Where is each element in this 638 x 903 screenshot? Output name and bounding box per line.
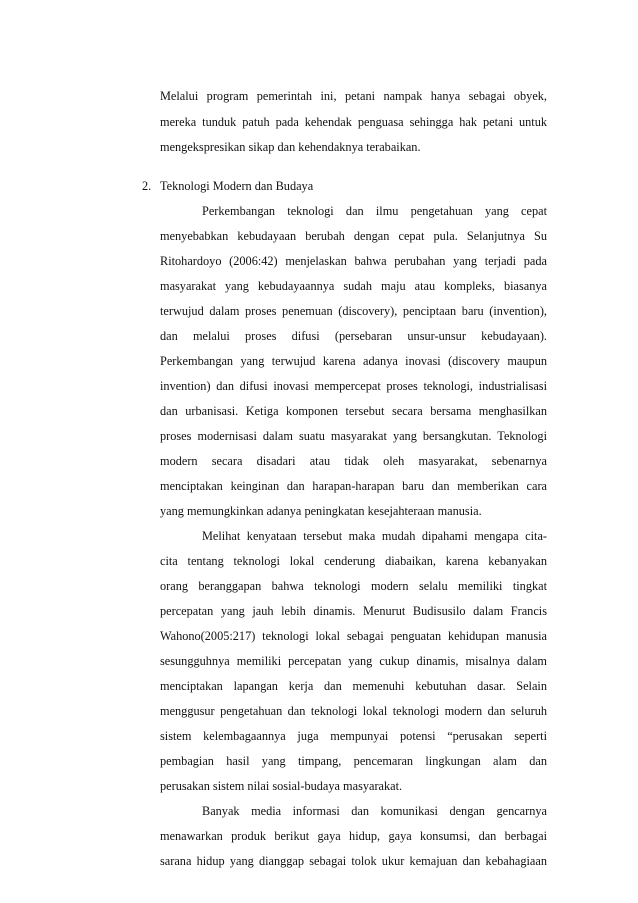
paragraph-1-line-11: modern secara disadari atau tidak oleh masyarakat, sebenarnya bbox=[160, 454, 547, 468]
paragraph-1-line-9: dan urbanisasi. Ketiga komponen tersebut secara bersama menghasilkan bbox=[160, 404, 547, 418]
paragraph-2-line-5: Wahono(2005:217) teknologi lokal sebagai penguatan kehidupan manusia bbox=[160, 629, 547, 643]
paragraph-1-line-5: terwujud dalam proses penemuan (discovery), penciptaan baru (invention), bbox=[160, 304, 547, 318]
paragraph-1-line-7: Perkembangan yang terwujud karena adanya inovasi (discovery maupun bbox=[160, 354, 547, 368]
paragraph-3-line-3: sarana hidup yang dianggap sebagai tolok ukur kemajuan dan kebahagiaan bbox=[160, 854, 547, 868]
paragraph-2-line-8: menggusur pengetahuan dan teknologi lokal teknologi modern dan seluruh bbox=[160, 704, 547, 718]
paragraph-2-line-3: orang beranggapan bahwa teknologi modern selalu memiliki tingkat bbox=[160, 579, 547, 593]
paragraph-3-line-1: Banyak media informasi dan komunikasi dengan gencarnya bbox=[202, 804, 547, 818]
paragraph-1-line-4: masyarakat yang kebudayaannya sudah maju atau kompleks, biasanya bbox=[160, 279, 547, 293]
paragraph-1-line-6: dan melalui proses difusi (persebaran unsur-unsur kebudayaan). bbox=[160, 329, 547, 343]
section-number: 2. bbox=[142, 179, 152, 193]
paragraph-2-line-2: cita tentang teknologi lokal cenderung diabaikan, karena kebanyakan bbox=[160, 554, 547, 568]
paragraph-2-line-6: sesungguhnya memiliki percepatan yang cukup dinamis, misalnya dalam bbox=[160, 654, 547, 668]
paragraph-2-line-10: pembagian hasil yang timpang, pencemaran lingkungan alam dan bbox=[160, 754, 547, 768]
intro-line-2: mereka tunduk patuh pada kehendak penguasa sehingga hak petani untuk bbox=[160, 115, 547, 129]
paragraph-3-line-2: menawarkan produk berikut gaya hidup, gaya konsumsi, dan berbagai bbox=[160, 829, 547, 843]
paragraph-1-line-13: yang memungkinkan adanya peningkatan kesejahteraan manusia. bbox=[160, 504, 482, 518]
paragraph-1-line-10: proses modernisasi dalam suatu masyarakat yang bersangkutan. Teknologi bbox=[160, 429, 547, 443]
paragraph-2-line-7: menciptakan lapangan kerja dan memenuhi kebutuhan dasar. Selain bbox=[160, 679, 547, 693]
section-title: Teknologi Modern dan Budaya bbox=[160, 179, 314, 193]
paragraph-1-line-2: menyebabkan kebudayaan berubah dengan cepat pula. Selanjutnya Su bbox=[160, 229, 547, 243]
paragraph-1-line-1: Perkembangan teknologi dan ilmu pengetahuan yang cepat bbox=[202, 204, 547, 218]
paragraph-2-line-4: percepatan yang jauh lebih dinamis. Menurut Budisusilo dalam Francis bbox=[160, 604, 547, 618]
paragraph-1-line-3: Ritohardoyo (2006:42) menjelaskan bahwa perubahan yang terjadi pada bbox=[160, 254, 547, 268]
intro-line-1: Melalui program pemerintah ini, petani nampak hanya sebagai obyek, bbox=[160, 89, 547, 103]
paragraph-1-line-8: invention) dan difusi inovasi mempercepat proses teknologi, industrialisasi bbox=[160, 379, 547, 393]
paragraph-2-line-11: perusakan sistem nilai sosial-budaya masyarakat. bbox=[160, 779, 403, 793]
paragraph-2-line-9: sistem kelembagaannya juga mempunyai potensi “perusakan seperti bbox=[160, 729, 547, 743]
paragraph-1-line-12: menciptakan keinginan dan harapan-harapan baru dan memberikan cara bbox=[160, 479, 547, 493]
intro-line-3: mengekspresikan sikap dan kehendaknya terabaikan. bbox=[160, 140, 421, 154]
paragraph-2-line-1: Melihat kenyataan tersebut maka mudah dipahami mengapa cita- bbox=[202, 529, 547, 543]
